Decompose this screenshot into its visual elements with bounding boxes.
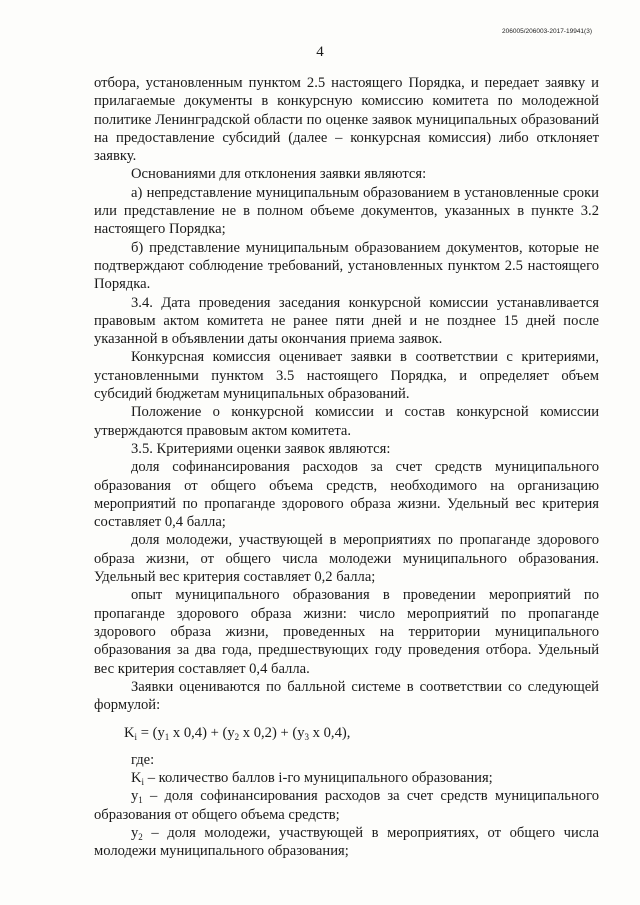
- paragraph: 3.5. Критериями оценки заявок являются:: [131, 440, 391, 457]
- paragraph: б) представление муниципальным образованием документов, которые не подтверждают соблюдение требований, установленных пунктом 2.5 настоящего Порядка.: [94, 239, 599, 293]
- document-body: [94, 74, 599, 860]
- paragraph: Конкурсная комиссия оценивает заявки в соответствии с критериями, установленными пунктом 3.5 настоящего Порядка, и определяет объем субсидий бюджетам муниципальных образований.: [94, 349, 599, 403]
- paragraph: доля софинансирования расходов за счет средств муниципального образования от общего объема средств, необходимого на организацию мероприятий по пропаганде здорового образа жизни. Удельный вес критерия составляет 0,4 балла;: [94, 459, 599, 531]
- paragraph: отбора, установленным пунктом 2.5 настоящего Порядка, и передает заявку и прилагаемые документы в конкурсную комиссию комитета по молодежной политике Ленинградской области по оценке заявок муниципальных образований на предоставление субсидий (далее – конкурсная комиссия) либо отклоняет заявку.: [94, 75, 599, 165]
- document-id: 206005/206003-2017-19941(3): [502, 28, 592, 35]
- definition-k: $K_i$ – количество баллов i-го муниципального образования;: [131, 769, 493, 787]
- paragraph: 3.4. Дата проведения заседания конкурсной комиссии устанавливается правовым актом комитета не ранее пяти дней и не позднее 15 дней после указанной в объявлении даты окончания приема заявок.: [94, 294, 599, 348]
- scoring-formula: $K_i = (y_1$ x $0,4) + (y_2$ x $0,2) + (y_3$ x 0,4),: [124, 725, 351, 743]
- paragraph: опыт муниципального образования в проведении мероприятий по пропаганде здорового образа жизни: число мероприятий по пропаганде здорового образа жизни, проведенных на территории муниципального образования за два года, предшествующих году проведения отбора. Удельный вес критерия составляет 0,4 балла.: [94, 587, 599, 677]
- definition-y2: $y_2$ – доля молодежи, участвующей в мероприятиях, от общего числа молодежи муниципального образования;: [94, 824, 599, 860]
- paragraph: а) непредставление муниципальным образованием в установленные сроки или представление не в полном объеме документов, указанных в пункте 3.2 настоящего Порядка;: [94, 184, 599, 238]
- paragraph: Основаниями для отклонения заявки являются:: [131, 166, 427, 183]
- page-number: 4: [316, 44, 324, 60]
- paragraph: доля молодежи, участвующей в мероприятиях по пропаганде здорового образа жизни, от общего числа молодежи муниципального образования. Удельный вес критерия составляет 0,2 балла;: [94, 532, 599, 586]
- definition-y1: $y_1$ – доля софинансирования расходов за счет средств муниципального образования от общего объема средств;: [94, 788, 599, 823]
- paragraph: Положение о конкурсной комиссии и состав конкурсной комиссии утверждаются правовым актом комитета.: [94, 404, 599, 439]
- where-label: где:: [131, 751, 155, 768]
- paragraph: Заявки оцениваются по балльной системе в соответствии со следующей формулой:: [94, 678, 599, 714]
